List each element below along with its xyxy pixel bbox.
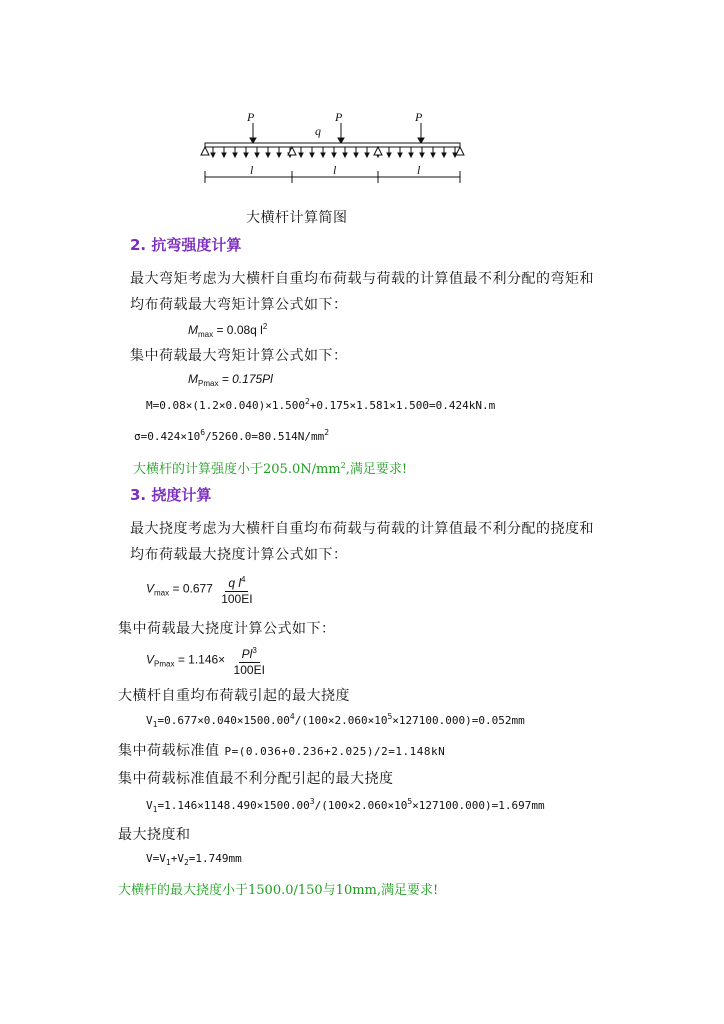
point-load-arrows	[250, 123, 424, 143]
dist-arrow-head	[255, 153, 259, 157]
deflection-v2-calculation: $V_1=1.146\times 1148.490\times 1500.00^3/(100\times 2.060\times 10^5\times 127100.000)=1.697mm$	[146, 797, 545, 814]
section2-intro-line2: 均布荷载最大弯矩计算公式如下：	[130, 297, 348, 313]
moment-calculation: $M=0.08\times(1.2\times 0.040)\times 1.500^2+0.175\times 1.581\times 1.500=0.424kN.m$	[146, 397, 496, 412]
section3-intro-line1: 最大挠度考虑为大横杆自重均布荷载与荷载的计算值最不利分配的挠度和	[130, 521, 594, 537]
dist-arrow-head	[431, 153, 435, 157]
dist-arrow-head	[244, 153, 248, 157]
deflection-v1-calculation: $V_1=0.677\times 0.040\times 1500.00^4/(100\times 2.060\times 10^5\times 127100.000)=0.052mm$	[146, 712, 525, 729]
dist-arrow-head	[409, 153, 413, 157]
diagram-caption: 大横杆计算简图	[246, 210, 348, 226]
section2-point-intro: 集中荷载最大弯矩计算公式如下：	[130, 348, 348, 364]
dist-arrow-head	[299, 153, 303, 157]
dist-arrow-head	[387, 153, 391, 157]
moment-formula-distributed: $M_{max} = 0.08q$ $l^2$	[188, 322, 268, 339]
distributed-load-arrows	[211, 147, 457, 157]
section2-intro-line1: 最大弯矩考虑为大横杆自重均布荷载与荷载的计算值最不利分配的弯矩和	[130, 271, 594, 287]
dist-arrow-head	[277, 153, 281, 157]
section3-intro-line2: 均布荷载最大挠度计算公式如下：	[130, 547, 348, 563]
load-label-2: P	[335, 110, 343, 124]
dist-load-label: q	[315, 124, 321, 138]
dist-arrow-head	[233, 153, 237, 157]
dist-arrow-head	[266, 153, 270, 157]
beam-diagram	[195, 105, 470, 190]
section3-conclusion: 大横杆的最大挠度小于1500.0/150与10mm,满足要求!	[118, 883, 439, 898]
dist-arrow-head	[321, 153, 325, 157]
dist-arrow-head	[310, 153, 314, 157]
dist-arrow-head	[343, 153, 347, 157]
dist-arrow-head	[420, 153, 424, 157]
dist-arrow-head	[365, 153, 369, 157]
dist-arrow-head	[222, 153, 226, 157]
dist-arrow-head	[211, 153, 215, 157]
load-label-3: P	[415, 110, 423, 124]
section2-conclusion: 大横杆的计算强度小于$205.0N/mm^2$,满足要求!	[133, 461, 408, 477]
span-label-2: l	[333, 163, 337, 177]
unfavorable-deflection-label: 集中荷载标准值最不利分配引起的最大挠度	[118, 771, 394, 787]
dist-arrow-head	[398, 153, 402, 157]
load-label-1: P	[247, 110, 255, 124]
deflection-sum-label: 最大挠度和	[118, 827, 191, 843]
dist-arrow-head	[332, 153, 336, 157]
deflection-formula-point: $V_{Pmax} = 1.146\times$ $\frac{Pl^3}{100EI}$	[146, 643, 268, 678]
dist-arrow-head	[354, 153, 358, 157]
self-weight-deflection-label: 大横杆自重均布荷载引起的最大挠度	[118, 688, 350, 704]
dist-arrow-head	[442, 153, 446, 157]
beam	[205, 143, 460, 147]
stress-calculation: $\sigma=0.424\times 10^6/5260.0=80.514N/mm^2$	[134, 428, 330, 443]
deflection-formula-distributed: $V_{max} = 0.677$ $\frac{q l^4}{100EI}$	[146, 572, 256, 607]
deflection-sum-calculation: $V=V_1+V_2=1.749mm$	[146, 852, 242, 867]
span-label-1: l	[250, 163, 254, 177]
section3-point-intro: 集中荷载最大挠度计算公式如下：	[118, 621, 336, 637]
standard-load-line: 集中荷载标准值 P=(0.036+0.236+2.025)/2=1.148kN	[118, 743, 446, 759]
span-label-3: l	[417, 163, 421, 177]
moment-formula-point: $M_{Pmax} = 0.175Pl$	[188, 372, 273, 388]
section3-heading: 3. 挠度计算	[130, 486, 212, 504]
section2-heading: 2. 抗弯强度计算	[130, 236, 242, 254]
